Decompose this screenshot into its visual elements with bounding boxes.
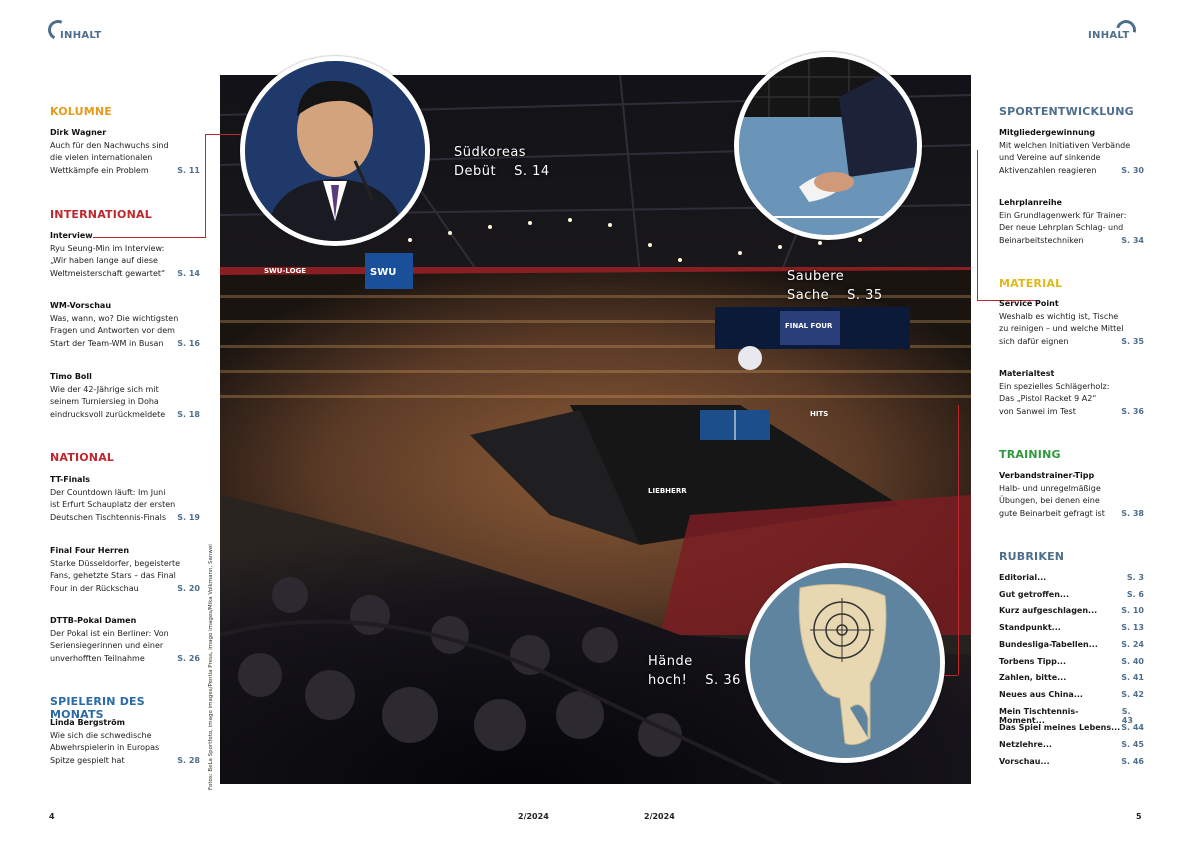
circle-table-cleaning[interactable] (734, 52, 922, 240)
toc-entry[interactable] (50, 545, 200, 595)
callout-line: Sache (787, 288, 830, 303)
circle-portrait-interview[interactable] (240, 56, 430, 246)
entry-text: Weltmeisterschaft gewartet“ (50, 268, 166, 278)
entry-text: die vielen internationalen (50, 153, 153, 162)
connector-line (944, 675, 958, 676)
entry-title: WM-Vorschau (50, 301, 112, 310)
toc-entry[interactable] (999, 298, 1144, 348)
toc-entry[interactable] (999, 197, 1144, 247)
entry-text: Fragen und Antworten vor dem (50, 326, 175, 335)
callout-page: S. 35 (847, 288, 883, 303)
inhalt-label: INHALT (60, 29, 102, 41)
callout-page: S. 36 (705, 673, 741, 688)
entry-text: eindrucksvoll zurückmeldete (50, 409, 166, 419)
connector-line (205, 134, 242, 135)
entry-text: Ein spezielles Schlägerholz: (999, 381, 1110, 391)
entry-text: Spitze gespielt hat (50, 755, 125, 765)
toc-entry[interactable] (50, 615, 200, 665)
rubrik-label: Zahlen, bitte... (999, 673, 1067, 682)
rubrik-page: S. 43 (1121, 707, 1133, 725)
entry-text: Wie der 42-Jährige sich mit (50, 384, 159, 394)
entry-text: Wettkämpfe ein Problem (50, 165, 149, 175)
toc-entry[interactable] (999, 470, 1144, 520)
entry-text: Start der Team-WM in Busan (50, 338, 164, 348)
entry-text: unverhofften Teilnahme (50, 653, 145, 663)
photo-credit (208, 540, 220, 790)
entry-title: TT-Finals (50, 475, 91, 484)
entry-title: DTTB-Pokal Damen (50, 616, 137, 625)
entry-title: Lehrplanreihe (999, 198, 1062, 207)
rubrik-label: Netzlehre... (999, 740, 1052, 749)
callout-suedkoreas-debuet[interactable] (454, 143, 550, 181)
toc-entry[interactable] (999, 368, 1144, 418)
entry-page: S. 14 (177, 268, 200, 278)
rubrik-page: S. 42 (1121, 690, 1144, 699)
sign-liebherr: LIEBHERR (648, 487, 687, 495)
section-title-international: INTERNATIONAL (50, 208, 152, 221)
rubrik-item[interactable] (999, 590, 1144, 599)
section-title-spielerin-des-monats: SPIELERIN DES MONATS (50, 695, 145, 721)
entry-text: Ryu Seung-Min im Interview: (50, 243, 165, 253)
entry-page: S. 35 (1121, 336, 1144, 346)
entry-text: Der Pokal ist ein Berliner: Von (50, 628, 169, 638)
section-title-training: TRAINING (999, 448, 1061, 461)
rubrik-page: S. 10 (1121, 606, 1144, 615)
entry-page: S. 30 (1121, 165, 1144, 175)
entry-title: Timo Boll (50, 372, 92, 381)
rubrik-label: Das Spiel meines Lebens... (999, 723, 1121, 732)
entry-title: Dirk Wagner (50, 128, 107, 137)
rubrik-label: Bundesliga-Tabellen... (999, 640, 1098, 649)
rubrik-page: S. 41 (1121, 673, 1144, 682)
rubrik-label: Kurz aufgeschlagen... (999, 606, 1098, 615)
callout-haende-hoch[interactable] (648, 652, 741, 690)
toc-entry[interactable] (50, 474, 200, 524)
section-title-kolumne: KOLUMNE (50, 105, 112, 118)
issue-right: 2/2024 (644, 812, 675, 821)
rubrik-item[interactable] (999, 606, 1144, 615)
page-number-left: 4 (49, 812, 55, 821)
entry-text: Weshalb es wichtig ist, Tische (999, 311, 1119, 321)
rubrik-page: S. 24 (1121, 640, 1144, 649)
entry-text: von Sanwei im Test (999, 406, 1076, 416)
rubrik-item[interactable] (999, 690, 1144, 699)
entry-text: Der Countdown läuft: Im Juni (50, 487, 166, 497)
entry-text: zu reinigen – und welche Mittel (999, 324, 1124, 333)
portrait-illustration (245, 61, 425, 241)
entry-text: gute Beinarbeit gefragt ist (999, 508, 1105, 518)
connector-line (977, 150, 978, 300)
entry-text: Starke Düsseldorfer, begeisterte (50, 558, 181, 568)
section-title-material: MATERIAL (999, 277, 1063, 290)
entry-text: Der neue Lehrplan Schlag- und (999, 223, 1124, 232)
entry-text: Mit welchen Initiativen Verbände (999, 140, 1131, 150)
inhalt-label: INHALT (1088, 29, 1130, 41)
sign-hits: HITS (810, 410, 829, 418)
entry-page: S. 38 (1121, 508, 1144, 518)
entry-text: Halb- und unregelmäßige (999, 483, 1101, 493)
entry-title: Interview (50, 231, 93, 240)
entry-text: Ein Grundlagenwerk für Trainer: (999, 210, 1127, 220)
section-title-rubriken: RUBRIKEN (999, 550, 1065, 563)
rubrik-item[interactable] (999, 623, 1144, 632)
rubrik-page: S. 13 (1121, 623, 1144, 632)
entry-text: Was, wann, wo? Die wichtigsten (50, 313, 179, 323)
rubrik-item[interactable] (999, 573, 1144, 582)
section-title-sportentwicklung: SPORTENTWICKLUNG (999, 105, 1134, 118)
entry-page: S. 18 (177, 409, 200, 419)
sign-final-four: FINAL FOUR (785, 322, 833, 330)
entry-text: ist Erfurt Schauplatz der ersten (50, 500, 176, 509)
entry-title: Final Four Herren (50, 546, 130, 555)
rubrik-page: S. 40 (1121, 657, 1144, 666)
rubrik-item[interactable] (999, 640, 1144, 649)
entry-page: S. 20 (177, 583, 200, 593)
toc-entry[interactable] (50, 300, 200, 350)
toc-entry[interactable] (50, 127, 200, 177)
callout-line: Südkoreas (454, 145, 527, 160)
toc-entry[interactable] (50, 371, 200, 421)
entry-text: Beinarbeitstechniken (999, 235, 1084, 245)
rubrik-label: Mein Tischtennis-Moment... (999, 707, 1079, 725)
rubrik-page: S. 46 (1121, 757, 1144, 766)
callout-line: Debüt (454, 164, 497, 179)
rubrik-item[interactable] (999, 657, 1144, 666)
rubrik-page: S. 6 (1126, 590, 1144, 599)
connector-line (205, 134, 206, 237)
toc-right-column (999, 0, 1144, 842)
section-title-national: NATIONAL (50, 451, 115, 464)
connector-line (93, 237, 206, 238)
entry-text: Übungen, bei denen eine (999, 496, 1100, 505)
entry-text: seinem Turniersieg in Doha (50, 397, 159, 406)
rubrik-label: Editorial... (999, 573, 1047, 582)
rubrik-label: Standpunkt... (999, 623, 1061, 632)
callout-line: hoch! (648, 673, 688, 688)
entry-page: S. 16 (177, 338, 200, 348)
racket-illustration (750, 568, 940, 758)
toc-entry[interactable] (50, 717, 200, 767)
rubrik-item[interactable] (999, 723, 1144, 732)
rubrik-label: Torbens Tipp... (999, 657, 1066, 666)
circle-racket[interactable] (745, 563, 945, 763)
entry-title: Mitgliedergewinnung (999, 128, 1096, 137)
rubrik-item[interactable] (999, 757, 1144, 766)
entry-page: S. 19 (177, 512, 200, 522)
rubrik-page: S. 44 (1121, 723, 1144, 732)
toc-left-column (50, 0, 200, 842)
issue-left: 2/2024 (518, 812, 549, 821)
connector-line (958, 405, 959, 675)
entry-page: S. 11 (177, 165, 200, 175)
entry-text: „Wir haben lange auf diese (50, 256, 158, 265)
entry-page: S. 36 (1121, 406, 1144, 416)
entry-text: Seriensiegerinnen und einer (50, 641, 164, 650)
entry-text: Four in der Rückschau (50, 583, 139, 593)
entry-text: sich dafür eignen (999, 336, 1069, 346)
sign-swu-loge: SWU-LOGE (264, 267, 307, 275)
callout-saubere-sache[interactable] (787, 267, 883, 305)
photo-credit-text: Fotos: BeLa Sportfoto, imago images/Pentia Press, imago images/Mika Volkmann, Sanwei (208, 544, 214, 790)
sign-swu: SWU (370, 267, 397, 278)
entry-text: Das „Pistol Racket 9 A2“ (999, 394, 1097, 403)
callout-line: Saubere (787, 269, 845, 284)
page-number-right: 5 (1136, 812, 1142, 821)
toc-entry[interactable] (999, 127, 1144, 177)
entry-text: und Vereine auf sinkende (999, 153, 1101, 162)
entry-title: Linda Bergström (50, 718, 126, 727)
entry-text: Fans, gehetzte Stars – das Final (50, 571, 176, 580)
entry-text: Abwehrspielerin in Europas (50, 743, 160, 752)
rubrik-item[interactable] (999, 673, 1144, 682)
entry-title: Materialtest (999, 369, 1055, 378)
entry-text: Wie sich die schwedische (50, 730, 152, 740)
entry-title: Service Point (999, 299, 1059, 308)
entry-title: Verbandstrainer-Tipp (999, 471, 1095, 480)
rubrik-item[interactable] (999, 740, 1144, 749)
rubrik-label: Vorschau... (999, 757, 1050, 766)
entry-text: Aktivenzahlen reagieren (999, 165, 1097, 175)
entry-page: S. 34 (1121, 235, 1144, 245)
entry-page: S. 26 (177, 653, 200, 663)
callout-line: Hände (648, 654, 693, 669)
entry-text: Deutschen Tischtennis-Finals (50, 512, 167, 522)
rubrik-page: S. 3 (1126, 573, 1144, 582)
entry-page: S. 28 (177, 755, 200, 765)
entry-text: Auch für den Nachwuchs sind (50, 140, 169, 150)
table-cleaning-illustration (739, 57, 917, 235)
rubrik-label: Gut getroffen... (999, 590, 1070, 599)
callout-page: S. 14 (514, 164, 550, 179)
rubrik-page: S. 45 (1121, 740, 1144, 749)
rubrik-label: Neues aus China... (999, 690, 1083, 699)
